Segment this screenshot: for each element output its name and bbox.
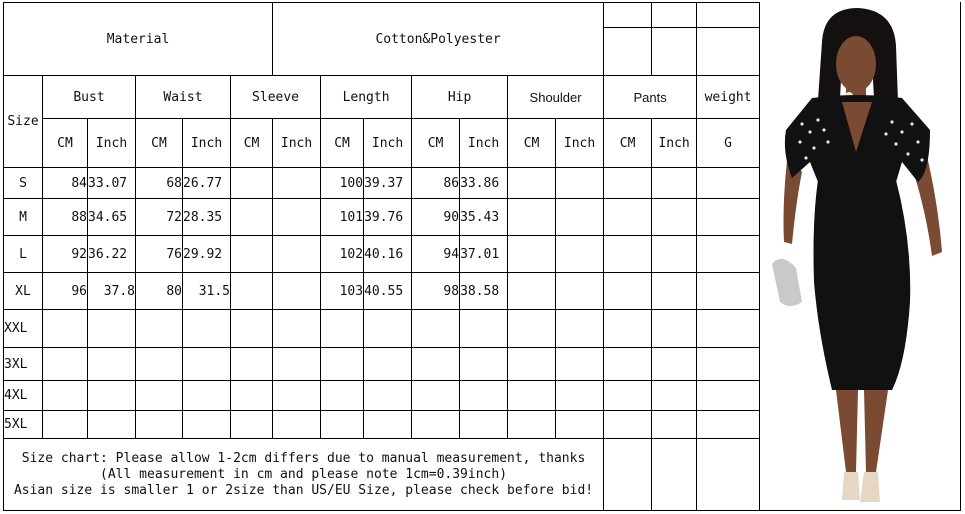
value-cell bbox=[364, 310, 412, 348]
value-cell: 98 bbox=[412, 273, 460, 310]
value-cell bbox=[43, 348, 88, 381]
value-cell: 33.07 bbox=[88, 168, 136, 199]
value-cell bbox=[43, 411, 88, 439]
size-cell: XXL bbox=[4, 310, 43, 348]
size-cell: 4XL bbox=[4, 381, 43, 411]
value-cell bbox=[88, 411, 136, 439]
value-cell bbox=[136, 348, 183, 381]
unit-cell: G bbox=[697, 119, 760, 168]
value-cell: 26.77 bbox=[183, 168, 231, 199]
unit-cell: CM bbox=[321, 119, 364, 168]
value-cell: 101 bbox=[321, 199, 364, 236]
value-cell: 102 bbox=[321, 236, 364, 273]
value-cell bbox=[652, 310, 697, 348]
unit-cell: Inch bbox=[273, 119, 321, 168]
value-cell bbox=[604, 199, 652, 236]
value-cell: 103 bbox=[321, 273, 364, 310]
value-cell: 100 bbox=[321, 168, 364, 199]
value-cell bbox=[136, 411, 183, 439]
unit-cell: CM bbox=[508, 119, 556, 168]
value-cell bbox=[231, 348, 273, 381]
size-note bbox=[4, 439, 604, 511]
value-cell: 33.86 bbox=[460, 168, 508, 199]
value-cell bbox=[508, 236, 556, 273]
empty-cell bbox=[652, 28, 697, 76]
value-cell bbox=[273, 348, 321, 381]
value-cell bbox=[364, 348, 412, 381]
value-cell: 40.55 bbox=[364, 273, 412, 310]
value-cell bbox=[273, 168, 321, 199]
value-cell: 35.43 bbox=[460, 199, 508, 236]
shoulder-header: Shoulder bbox=[508, 76, 604, 119]
value-cell bbox=[231, 310, 273, 348]
value-cell bbox=[652, 236, 697, 273]
size-note-line-1: Size chart: Please allow 1-2cm differs due to manual measurement, thanks bbox=[21, 450, 586, 466]
value-cell bbox=[183, 310, 231, 348]
value-cell bbox=[697, 236, 760, 273]
pants-header: Pants bbox=[604, 76, 697, 119]
value-cell bbox=[556, 310, 604, 348]
value-cell bbox=[652, 168, 697, 199]
unit-cell: CM bbox=[604, 119, 652, 168]
value-cell: 86 bbox=[412, 168, 460, 199]
value-cell bbox=[231, 236, 273, 273]
table-row bbox=[4, 348, 760, 381]
value-cell bbox=[273, 411, 321, 439]
value-cell bbox=[604, 168, 652, 199]
table-row bbox=[4, 381, 760, 411]
value-cell bbox=[556, 348, 604, 381]
value-cell bbox=[556, 168, 604, 199]
value-cell bbox=[604, 411, 652, 439]
unit-cell: Inch bbox=[460, 119, 508, 168]
size-cell: 5XL bbox=[4, 411, 43, 439]
empty-cell bbox=[652, 439, 697, 511]
table-row bbox=[4, 236, 760, 273]
unit-cell: Inch bbox=[556, 119, 604, 168]
value-cell bbox=[697, 381, 760, 411]
value-cell: 34.65 bbox=[88, 199, 136, 236]
value-cell bbox=[88, 381, 136, 411]
unit-cell: CM bbox=[136, 119, 183, 168]
unit-cell: Inch bbox=[652, 119, 697, 168]
value-cell bbox=[412, 348, 460, 381]
measurement-header-row bbox=[4, 76, 760, 119]
value-cell bbox=[321, 310, 364, 348]
value-cell: 90 bbox=[412, 199, 460, 236]
table-row bbox=[4, 310, 760, 348]
frame-border-bottom bbox=[3, 510, 961, 511]
material-value: Cotton&Polyester bbox=[273, 3, 604, 76]
value-cell bbox=[273, 310, 321, 348]
value-cell bbox=[697, 273, 760, 310]
unit-cell: CM bbox=[231, 119, 273, 168]
value-cell: 39.76 bbox=[364, 199, 412, 236]
value-cell bbox=[508, 411, 556, 439]
product-photo bbox=[762, 2, 960, 510]
value-cell: 40.16 bbox=[364, 236, 412, 273]
empty-cell bbox=[697, 3, 760, 28]
value-cell bbox=[652, 348, 697, 381]
value-cell bbox=[183, 348, 231, 381]
value-cell bbox=[364, 381, 412, 411]
value-cell bbox=[697, 348, 760, 381]
value-cell bbox=[652, 199, 697, 236]
value-cell: 76 bbox=[136, 236, 183, 273]
value-cell bbox=[697, 168, 760, 199]
model-dress-illustration bbox=[762, 2, 960, 510]
value-cell bbox=[460, 348, 508, 381]
empty-cell bbox=[697, 28, 760, 76]
size-note-line-2: (All measurement in cm and please note 1cm=0.39inch) bbox=[100, 466, 508, 482]
value-cell bbox=[508, 168, 556, 199]
value-cell bbox=[412, 310, 460, 348]
value-cell: 68 bbox=[136, 168, 183, 199]
value-cell bbox=[460, 411, 508, 439]
value-cell bbox=[697, 310, 760, 348]
value-cell bbox=[508, 348, 556, 381]
value-cell bbox=[604, 236, 652, 273]
value-cell: 94 bbox=[412, 236, 460, 273]
value-cell bbox=[321, 411, 364, 439]
hip-header: Hip bbox=[412, 76, 508, 119]
value-cell bbox=[273, 236, 321, 273]
value-cell bbox=[88, 348, 136, 381]
unit-cell: Inch bbox=[183, 119, 231, 168]
value-cell: 88 bbox=[43, 199, 88, 236]
empty-cell bbox=[697, 439, 760, 511]
value-cell bbox=[321, 381, 364, 411]
size-note-line-3: Asian size is smaller 1 or 2size than US/EU Size, please check before bid! bbox=[13, 482, 594, 498]
value-cell bbox=[273, 199, 321, 236]
table-row bbox=[4, 168, 760, 199]
value-cell: 28.35 bbox=[183, 199, 231, 236]
value-cell bbox=[231, 168, 273, 199]
unit-cell: Inch bbox=[88, 119, 136, 168]
size-cell: 3XL bbox=[4, 348, 43, 381]
material-label: Material bbox=[4, 3, 273, 76]
value-cell bbox=[231, 199, 273, 236]
value-cell bbox=[412, 381, 460, 411]
value-cell bbox=[556, 411, 604, 439]
length-header: Length bbox=[321, 76, 412, 119]
value-cell bbox=[697, 199, 760, 236]
empty-cell bbox=[604, 439, 652, 511]
size-note-row bbox=[4, 439, 760, 511]
value-cell: 36.22 bbox=[88, 236, 136, 273]
value-cell bbox=[273, 381, 321, 411]
size-chart-table bbox=[3, 2, 760, 511]
value-cell: 84 bbox=[43, 168, 88, 199]
value-cell bbox=[604, 381, 652, 411]
value-cell bbox=[556, 236, 604, 273]
value-cell bbox=[136, 310, 183, 348]
value-cell: 80 bbox=[136, 273, 183, 310]
empty-cell bbox=[604, 3, 652, 28]
value-cell bbox=[364, 411, 412, 439]
waist-header: Waist bbox=[136, 76, 231, 119]
value-cell bbox=[321, 348, 364, 381]
value-cell bbox=[652, 411, 697, 439]
value-cell bbox=[508, 310, 556, 348]
value-cell bbox=[460, 310, 508, 348]
size-cell: S bbox=[4, 168, 43, 199]
bust-header: Bust bbox=[43, 76, 136, 119]
value-cell bbox=[136, 381, 183, 411]
value-cell bbox=[231, 411, 273, 439]
value-cell bbox=[88, 310, 136, 348]
unit-cell: Inch bbox=[364, 119, 412, 168]
unit-cell: CM bbox=[43, 119, 88, 168]
value-cell bbox=[556, 199, 604, 236]
value-cell bbox=[412, 411, 460, 439]
frame-border-right bbox=[960, 2, 961, 510]
value-cell bbox=[508, 273, 556, 310]
unit-cell: CM bbox=[412, 119, 460, 168]
weight-header: weight bbox=[697, 76, 760, 119]
value-cell bbox=[43, 381, 88, 411]
table-row bbox=[4, 273, 760, 310]
value-cell: 37.01 bbox=[460, 236, 508, 273]
material-row bbox=[4, 3, 760, 28]
empty-cell bbox=[652, 3, 697, 28]
value-cell bbox=[652, 273, 697, 310]
size-cell: XL bbox=[4, 273, 43, 310]
value-cell bbox=[604, 310, 652, 348]
size-cell: L bbox=[4, 236, 43, 273]
value-cell bbox=[460, 381, 508, 411]
value-cell: 96 bbox=[43, 273, 88, 310]
size-header: Size bbox=[4, 76, 43, 168]
value-cell bbox=[183, 381, 231, 411]
empty-cell bbox=[604, 28, 652, 76]
value-cell bbox=[231, 381, 273, 411]
value-cell bbox=[43, 310, 88, 348]
value-cell: 31.5 bbox=[183, 273, 231, 310]
value-cell: 29.92 bbox=[183, 236, 231, 273]
value-cell bbox=[183, 411, 231, 439]
table-row bbox=[4, 199, 760, 236]
table-row bbox=[4, 411, 760, 439]
value-cell bbox=[556, 381, 604, 411]
value-cell: 39.37 bbox=[364, 168, 412, 199]
value-cell bbox=[604, 273, 652, 310]
value-cell: 92 bbox=[43, 236, 88, 273]
value-cell bbox=[604, 348, 652, 381]
value-cell bbox=[508, 199, 556, 236]
value-cell: 72 bbox=[136, 199, 183, 236]
unit-header-row bbox=[4, 119, 760, 168]
value-cell bbox=[273, 273, 321, 310]
value-cell bbox=[556, 273, 604, 310]
size-cell: M bbox=[4, 199, 43, 236]
sleeve-header: Sleeve bbox=[231, 76, 321, 119]
value-cell bbox=[652, 381, 697, 411]
value-cell: 38.58 bbox=[460, 273, 508, 310]
value-cell bbox=[697, 411, 760, 439]
value-cell bbox=[508, 381, 556, 411]
value-cell bbox=[231, 273, 273, 310]
value-cell: 37.8 bbox=[88, 273, 136, 310]
